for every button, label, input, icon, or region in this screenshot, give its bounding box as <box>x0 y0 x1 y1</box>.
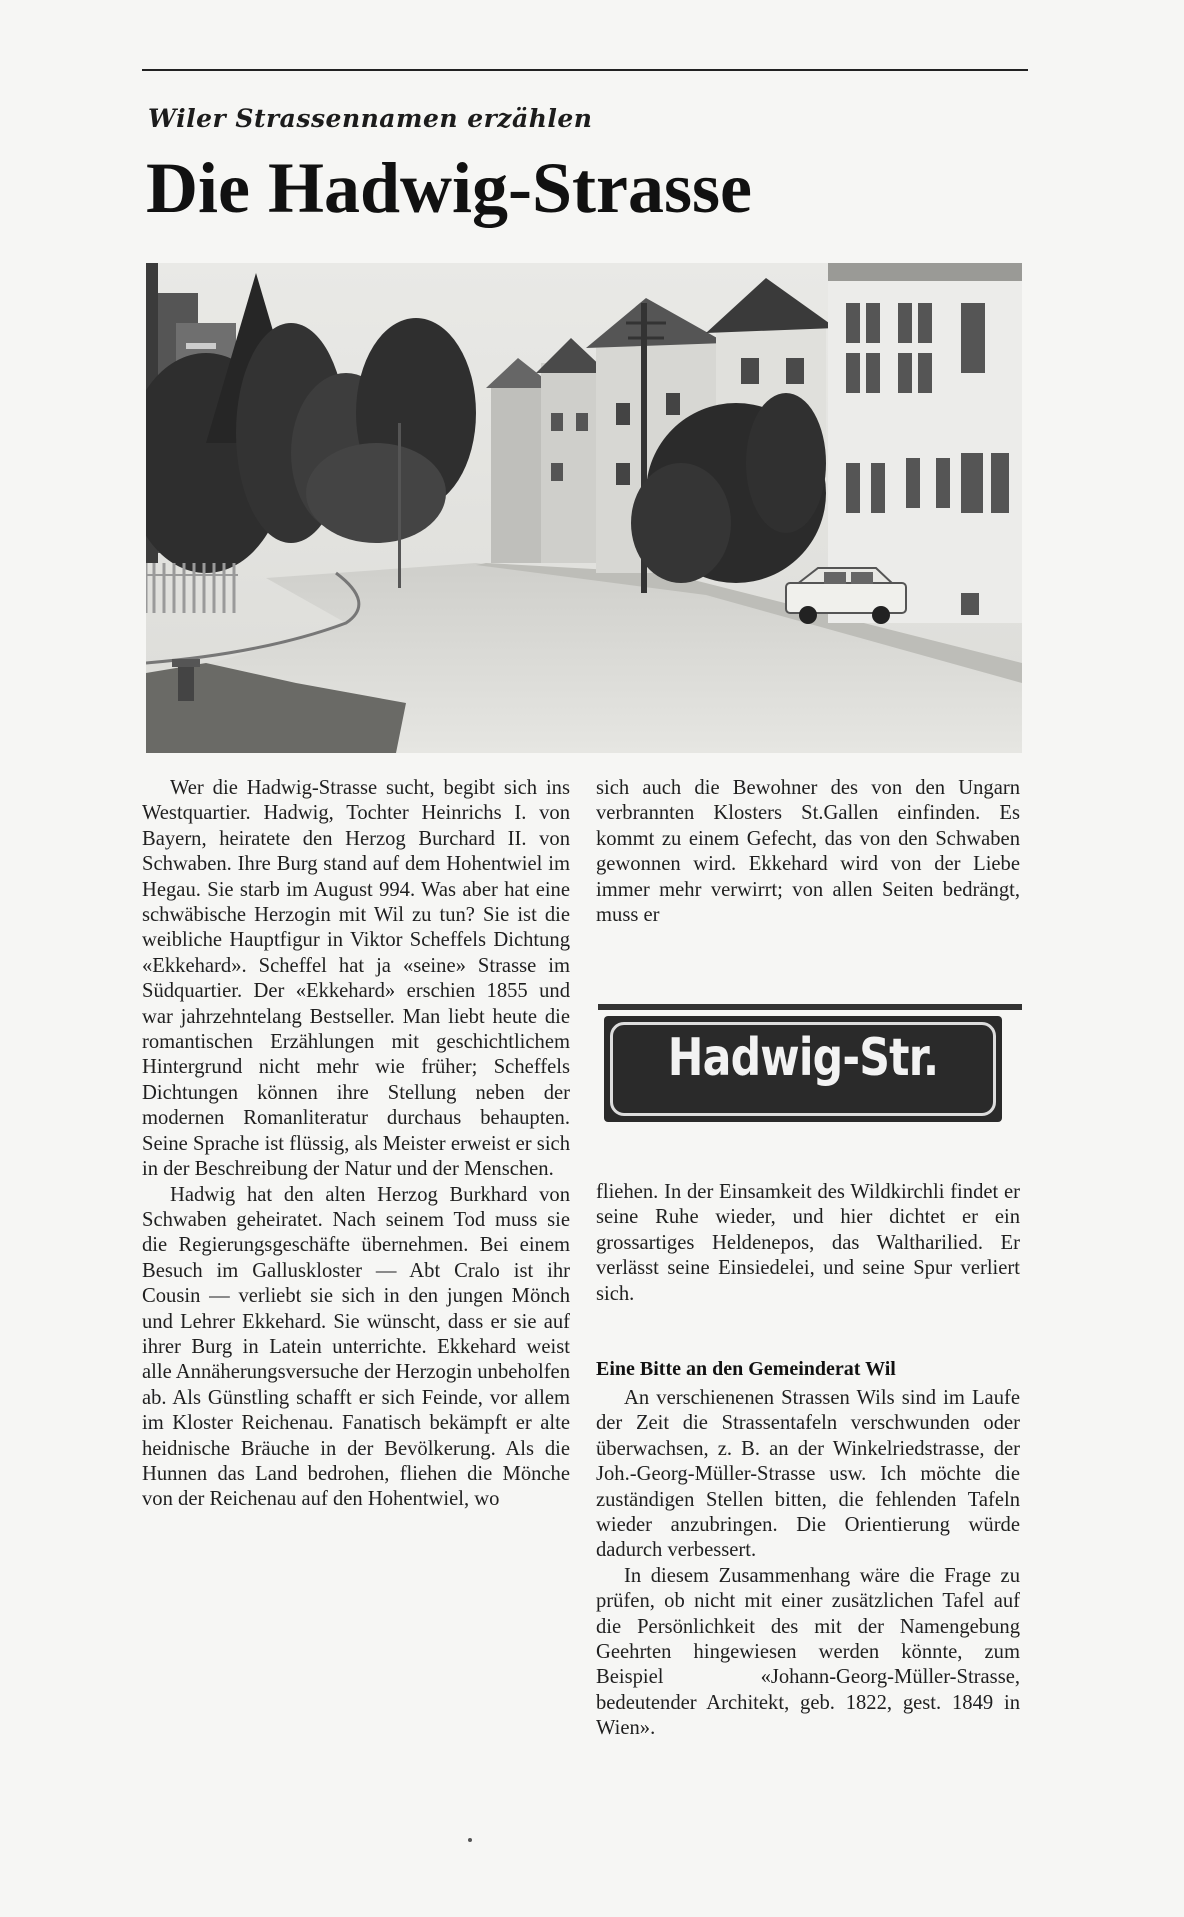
kicker: Wiler Strassennamen erzählen <box>148 104 593 133</box>
right-column-bottom <box>596 1386 1020 1742</box>
street-sign <box>604 1016 1002 1122</box>
right-paragraph-1: sich auch die Bewohner des von den Ungarn verbrannten Klosters St.Gallen einfinden. Es kommt zu einem Gefecht, das von den Schwaben gewonnen wird. Ekkehard wird von der Liebe immer mehr verwirrt; von allen Seiten bedrängt, muss er <box>596 777 1020 927</box>
left-paragraph-1: Wer die Hadwig-Strasse sucht, begibt sich ins Westquartier. Hadwig, Tochter Heinrichs I. von Bayern, heiratete den Herzog Burchard II. von Schwaben. Ihre Burg stand auf dem Hohentwiel im Hegau. Sie starb im August 994. Was aber hat eine schwäbische Herzogin mit Wil zu tun? Sie ist die weibliche Hauptfigur in Viktor Scheffels Dichtung «Ekkehard». Scheffel hat ja «seine» Strasse im Südquartier. Der «Ekkehard» erschien 1855 und war jahrzehntelang Bestseller. Man liebt heute die romantischen Erzählungen mit geschichtlichem Hintergrund nicht mehr wie früher; Scheffels Dichtungen können ihre Stellung neben der modernen Romanliteratur durchaus behaupten. Seine Sprache ist flüssig, als Meister erweist er sich in der Beschreibung der Natur und der Menschen. <box>142 777 570 1181</box>
street-photo-icon <box>146 263 1022 753</box>
headline: Die Hadwig-Strasse <box>146 148 752 228</box>
street-photo <box>146 263 1022 753</box>
right-paragraph-4: In diesem Zusammenhang wäre die Frage zu prüfen, ob nicht mit einer zusätzlichen Tafel auf die Persönlichkeit des mit der Namengebung Geehrten hingewiesen werden könnte, zum Beispiel «Johann-Georg-Müller-Strasse, bedeutender Architekt, geb. 1822, gest. 1849 in Wien». <box>596 1564 1020 1740</box>
sign-text: Hadwig-Str. <box>667 1028 939 1088</box>
right-paragraph-3: An verschienenen Strassen Wils sind im Laufe der Zeit die Strassentafeln verschwunden oder überwachsen, z. B. an der Winkelriedstrasse, der Joh.-Georg-Müller-Strasse usw. Ich möchte die zuständigen Stellen bitten, die fehlenden Tafeln wieder anzubringen. Die Orientierung würde dadurch verbessert. <box>596 1387 1020 1562</box>
page-speck <box>468 1838 472 1842</box>
right-column-middle <box>596 1180 1020 1307</box>
subheading: Eine Bitte an den Gemeinderat Wil <box>596 1358 896 1380</box>
left-paragraph-2: Hadwig hat den alten Herzog Burkhard von Schwaben geheiratet. Nach seinem Tod muss sie die Regierungsgeschäfte übernehmen. Bei einem Besuch im Galluskloster — Abt Cralo ist ihr Cousin — verliebt sie sich in den jungen Mönch und Lehrer Ekkehard. Sie wünscht, dass er sie auf ihrer Burg in Latein unterrichte. Ekkehard weist alle Annäherungsversuche der Herzogin unbeholfen ab. Als Günstling schafft er sich Feinde, vor allem im Kloster Reichenau. Fanatisch bekämpft er alte heidnische Bräuche in der Bevölkerung. Als die Hunnen das Land bedrohen, fliehen die Mönche von der Reichenau auf den Hohentwiel, wo <box>142 1183 570 1511</box>
right-column-top <box>596 776 1020 928</box>
left-column <box>142 776 570 1513</box>
street-sign-photo <box>598 1004 1024 1134</box>
top-rule <box>142 69 1028 71</box>
sign-top-bar <box>598 1004 1022 1010</box>
right-paragraph-2: fliehen. In der Einsamkeit des Wildkirchli findet er seine Ruhe wieder, und hier dichtet er ein grossartiges Heldenepos, das Waltharilied. Er verlässt seine Einsiedelei, und seine Spur verliert sich. <box>596 1181 1020 1305</box>
